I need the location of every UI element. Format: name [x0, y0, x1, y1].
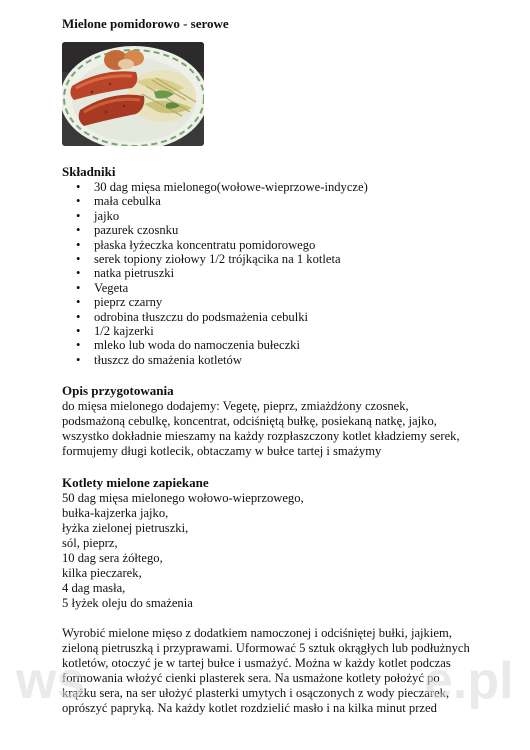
preparation-line: formujemy długi kotlecik, obtaczamy w bułce tartej i smażymy: [62, 444, 382, 459]
recipe-title: Mielone pomidorowo - serowe: [62, 16, 229, 31]
ingredient-item: • pazurek czosnku: [62, 223, 522, 237]
preparation-line: do mięsa mielonego dodajemy: Vegetę, pieprz, zmiażdżony czosnek,: [62, 399, 409, 414]
second-preparation-line: oprószyć papryką. Na każdy kotlet rozdzielić masło i na kilka minut przed: [62, 701, 437, 716]
watermark-right: e.pl: [424, 652, 514, 710]
preparation-line: wszystko dokładnie mieszamy na każdy rozpłaszczony kotlet kładziemy serek,: [62, 429, 460, 444]
second-recipe-preparation: [62, 626, 522, 716]
ingredient-item: • płaska łyżeczka koncentratu pomidorowego: [62, 238, 522, 252]
ingredient-item: • jajko: [62, 209, 522, 223]
second-preparation-line: formowania włożyć cienki plasterek sera. Na usmażone kotlety położyć po: [62, 671, 440, 686]
second-preparation-line: kotletów, otoczyć je w tartej bułce i usmażyć. Można w każdy kotlet podczas: [62, 656, 451, 671]
ingredient-item: • Vegeta: [62, 281, 522, 295]
ingredient-item: • serek topiony ziołowy 1/2 trójkącika na 1 kotleta: [62, 252, 522, 266]
second-ingredient-line: 5 łyżek oleju do smażenia: [62, 596, 193, 611]
watermark-left: ws: [16, 652, 86, 710]
dish-photo: [62, 42, 204, 146]
ingredients-list-2: [62, 281, 522, 367]
ingredient-item: • natka pietruszki: [62, 266, 522, 280]
second-preparation-line: Wyrobić mielone mięso z dodatkiem namoczonej i odciśniętej bułki, jajkiem,: [62, 626, 452, 641]
second-ingredient-line: sól, pieprz,: [62, 536, 118, 551]
ingredients-heading: Składniki: [62, 164, 116, 179]
second-preparation-line: krążku sera, na ser ułożyć plasterki umytych i osączonych z wody pieczarek,: [62, 686, 450, 701]
second-ingredient-line: bułka-kajzerka jajko,: [62, 506, 169, 521]
ingredient-item: • mleko lub woda do namoczenia bułeczki: [62, 338, 522, 352]
ingredient-item: • tłuszcz do smażenia kotletów: [62, 353, 522, 367]
second-recipe-ingredients: [62, 491, 522, 611]
preparation-line: podsmażoną cebulkę, koncentrat, odciśniętą bułkę, posiekaną natkę, jajko,: [62, 414, 437, 429]
document-page: [62, 16, 522, 716]
second-ingredient-line: 10 dag sera żółtego,: [62, 551, 163, 566]
second-ingredient-line: 50 dag mięsa mielonego wołowo-wieprzowego,: [62, 491, 304, 506]
ingredient-item: • 30 dag mięsa mielonego(wołowe-wieprzowe-indycze): [62, 180, 522, 194]
ingredient-item: • 1/2 kajzerki: [62, 324, 522, 338]
preparation-heading: Opis przygotowania: [62, 383, 174, 399]
preparation-text: [62, 399, 522, 459]
second-recipe-heading: Kotlety mielone zapiekane: [62, 475, 209, 491]
ingredients-list-1: [62, 180, 522, 281]
ingredient-item: • pieprz czarny: [62, 295, 522, 309]
second-ingredient-line: łyżka zielonej pietruszki,: [62, 521, 189, 536]
ingredient-item: • odrobina tłuszczu do podsmażenia cebulki: [62, 310, 522, 324]
second-ingredient-line: 4 dag masła,: [62, 581, 126, 596]
ingredient-item: • mała cebulka: [62, 194, 522, 208]
second-ingredient-line: kilka pieczarek,: [62, 566, 142, 581]
second-preparation-line: zieloną pietruszką i przyprawami. Uformować 5 sztuk okrągłych lub podłużnych: [62, 641, 470, 656]
